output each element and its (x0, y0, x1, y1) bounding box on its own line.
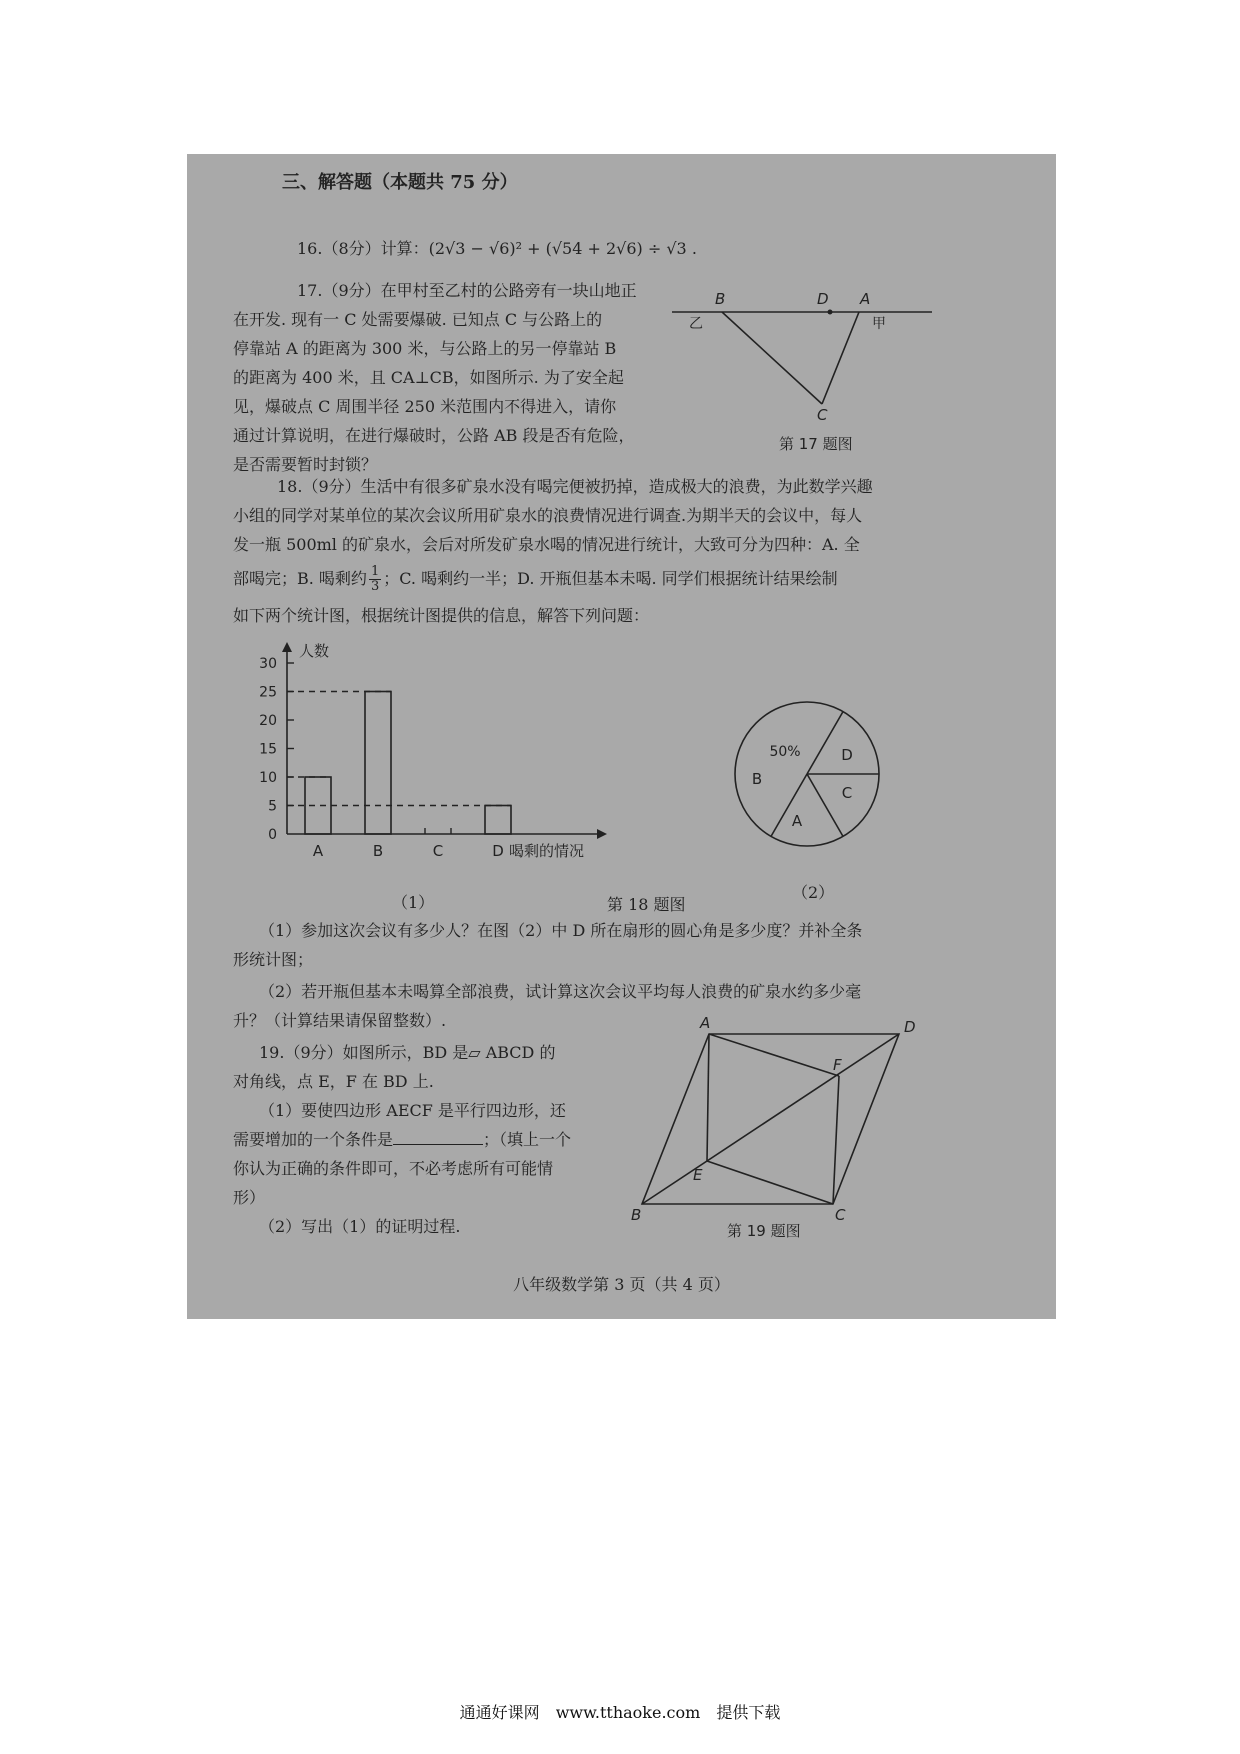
x-tick-label: D (492, 842, 504, 860)
x-tick-label: B (372, 842, 384, 860)
q18-line: 如下两个统计图，根据统计图提供的信息，解答下列问题： (233, 606, 650, 625)
q19-caption: 第 19 题图 (727, 1222, 801, 1240)
question-16: 16.（8分）计算：(2√3 − √6)² + (√54 + 2√6) ÷ √3 . (297, 239, 697, 258)
pie-chart-caption: （2） (792, 883, 835, 902)
q18-line4-pre: 部喝完；B. 喝剩约 (233, 569, 367, 588)
q17-line: 见，爆破点 C 周围半径 250 米范围内不得进入，请你 (233, 397, 617, 416)
slice-boundary-b (807, 712, 843, 774)
q17-line: 的距离为 400 米，且 CA⊥CB，如图所示. 为了安全起 (233, 368, 624, 387)
diagonal-bd (642, 1034, 899, 1204)
slice-boundary-c-a (807, 774, 843, 836)
frac-den: 3 (370, 579, 380, 594)
y-tick-label: 10 (259, 770, 277, 786)
site-suffix: 提供下载 (716, 1703, 781, 1722)
label-d: D (904, 1018, 916, 1036)
segment-fc (833, 1076, 839, 1204)
q19-line: 对角线，点 E，F 在 BD 上. (233, 1072, 434, 1091)
pie-label-A: A (791, 812, 803, 830)
q17-caption: 第 17 题图 (779, 435, 853, 453)
bar-D (485, 806, 511, 835)
point-d (828, 310, 833, 315)
label-b: B (715, 290, 726, 308)
page-footer: 八年级数学第 3 页（共 4 页） (513, 1275, 730, 1294)
q19-line-blank (233, 1125, 571, 1154)
q18-sub2-cont: 升？（计算结果请保留整数）. (233, 1011, 447, 1030)
label-a: A (700, 1014, 711, 1032)
q17-line: 17.（9分）在甲村至乙村的公路旁有一块山地正 (297, 281, 637, 300)
x-axis-arrow (597, 829, 607, 839)
q18-sub2: （2）若开瓶但基本未喝算全部浪费，试计算这次会议平均每人浪费的矿泉水约多少毫 (259, 982, 862, 1001)
q19-line: 你认为正确的条件即可，不必考虑所有可能情 (233, 1159, 554, 1178)
label-f: F (833, 1056, 842, 1074)
q18-sub1-cont: 形统计图； (233, 950, 314, 969)
q17-line: 是否需要暂时封锁？ (233, 455, 378, 474)
y-tick-label: 5 (268, 798, 277, 815)
site-url: www.tthaoke.com (555, 1703, 701, 1722)
q19-line4-pre: 需要增加的一个条件是 (233, 1130, 394, 1149)
x-axis-label: 喝剩的情况 (509, 842, 585, 860)
segment-bc (722, 312, 822, 404)
q17-figure (667, 284, 947, 459)
y-tick-label: 25 (259, 684, 277, 701)
label-e: E (693, 1166, 703, 1184)
pie-label-B: B (751, 770, 763, 788)
q19-line: 形） (233, 1188, 266, 1207)
q18-line4-post: ；C. 喝剩约一半；D. 开瓶但基本未喝. 同学们根据统计结果绘制 (383, 569, 838, 588)
segment-af (709, 1034, 839, 1076)
q19-figure (627, 1014, 937, 1240)
segment-ae (707, 1034, 709, 1161)
label-jia: 甲 (872, 316, 886, 332)
q18-line: 18.（9分）生活中有很多矿泉水没有喝完便被扔掉，造成极大的浪费，为此数学兴趣 (277, 477, 873, 496)
q19-line: （2）写出（1）的证明过程. (259, 1217, 461, 1236)
label-b: B (631, 1206, 642, 1224)
frac-num: 1 (370, 564, 380, 579)
segment-ec (707, 1161, 833, 1204)
pie-chart (727, 694, 887, 854)
q18-line: 小组的同学对某单位的某次会议所用矿泉水的浪费情况进行调查.为期半天的会议中，每人 (233, 506, 863, 525)
fraction-one-third (369, 565, 381, 594)
q19-line4-post: ；（填上一个 (483, 1130, 572, 1149)
segment-ca (822, 312, 859, 404)
bar-A (305, 777, 331, 834)
site-name: 通通好课网 (459, 1703, 540, 1722)
pie-annotation: 50% (769, 744, 801, 760)
label-yi: 乙 (689, 316, 703, 332)
q18-sub1: （1）参加这次会议有多少人？在图（2）中 D 所在扇形的圆心角是多少度？并补全条 (259, 921, 863, 940)
label-a: A (860, 290, 871, 308)
q18-line-fraction (233, 564, 838, 594)
label-d: D (817, 290, 829, 308)
label-c: C (835, 1206, 846, 1224)
site-credit (0, 1700, 1240, 1723)
q17-line: 在开发. 现有一 C 处需要爆破. 已知点 C 与公路上的 (233, 310, 603, 329)
label-c: C (817, 406, 828, 424)
answer-blank[interactable] (393, 1130, 483, 1145)
y-axis-arrow (282, 642, 292, 652)
q19-line: （1）要使四边形 AECF 是平行四边形，还 (259, 1101, 566, 1120)
q18-line: 发一瓶 500ml 的矿泉水，会后对所发矿泉水喝的情况进行统计，大致可分为四种：A. 全 (233, 535, 860, 554)
x-tick-label: C (432, 842, 444, 860)
y-tick-label: 30 (259, 656, 277, 672)
y-tick-label: 0 (268, 827, 277, 843)
bar-chart-caption: （1） (392, 893, 435, 912)
q17-line: 通过计算说明，在进行爆破时，公路 AB 段是否有危险， (233, 426, 635, 445)
y-axis-label: 人数 (299, 642, 330, 660)
q19-line: 19.（9分）如图所示，BD 是▱ ABCD 的 (259, 1043, 556, 1062)
q18-figure-caption: 第 18 题图 (607, 895, 686, 914)
x-tick-label: A (312, 842, 324, 860)
pie-label-D: D (841, 746, 853, 764)
exam-page (187, 154, 1056, 1319)
q17-line: 停靠站 A 的距离为 300 米，与公路上的另一停靠站 B (233, 339, 617, 358)
bar-B (365, 692, 391, 835)
pie-label-C: C (841, 784, 853, 802)
bar-chart (247, 634, 627, 869)
y-tick-label: 20 (259, 713, 277, 729)
y-tick-label: 15 (259, 741, 277, 758)
section-title: 三、解答题（本题共 75 分） (282, 172, 518, 193)
